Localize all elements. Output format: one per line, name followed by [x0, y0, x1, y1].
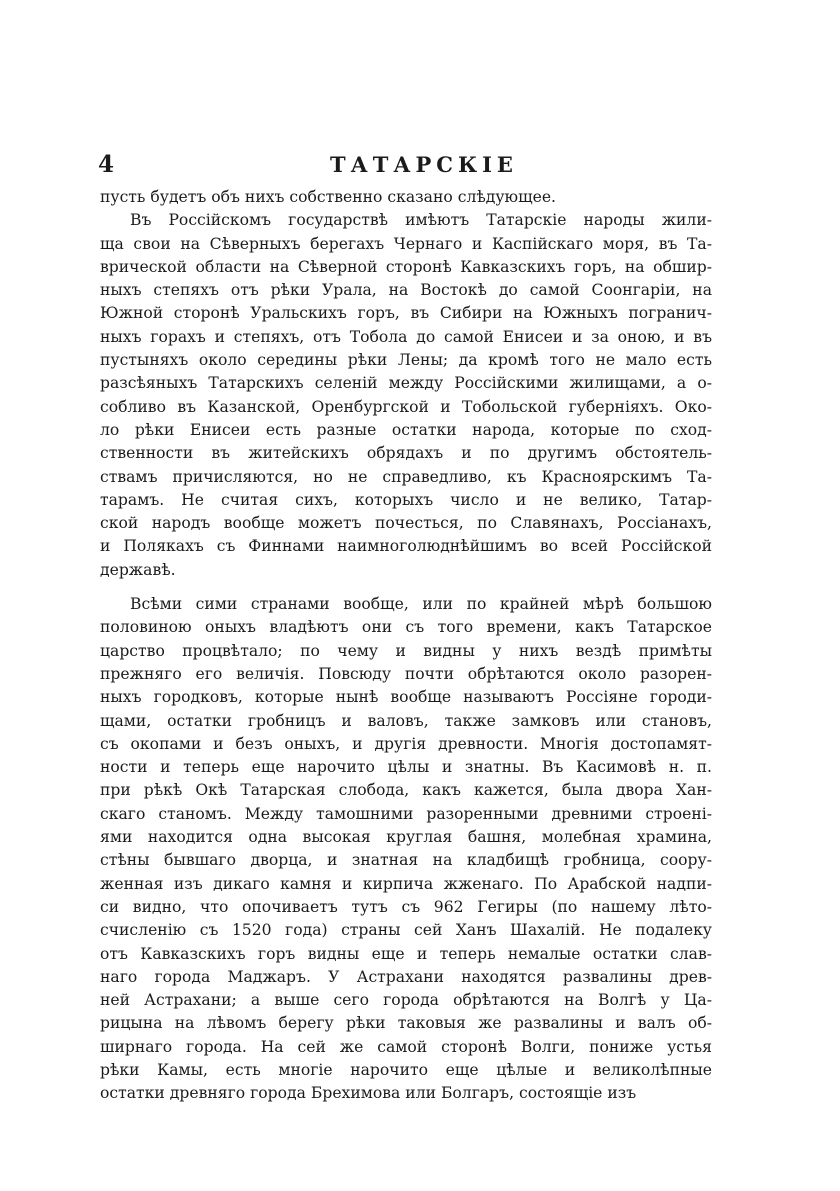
text-line: царство процвѣтало; по чему и видны у нихъ вездѣ примѣты — [100, 641, 712, 660]
text-line: ло рѣки Енисеи есть разные остатки народа, которые по сход- — [100, 420, 712, 439]
text-line: разсѣяныхъ Татарскихъ селенiй между Россiйскими жилищами, а о- — [100, 374, 712, 393]
text-line: половиною оныхъ владѣютъ они съ того времени, какъ Татарское — [100, 618, 712, 637]
text-line: ствамъ причисляются, но не справедливо, къ Красноярскимъ Та- — [100, 467, 712, 486]
text-line: ней Астрахани; а выше сего города обрѣтаются на Волгѣ у Ца- — [100, 991, 712, 1010]
page-header — [0, 150, 840, 180]
text-line: ща свои на Сѣверныхъ берегахъ Чернаго и Каспiйскаго моря, въ Та- — [100, 234, 712, 253]
text-line: ности и теперь еще нарочито цѣлы и знатны. Въ Касимовѣ н. п. — [100, 758, 712, 777]
text-line: наго города Маджаръ. У Астрахани находятся развалины древ- — [100, 967, 712, 986]
text-line: прежняго его величiя. Повсюду почти обрѣтаются около разорен- — [100, 664, 712, 683]
text-line: тарамъ. Не считая сихъ, которыхъ число и не велико, Татар- — [100, 490, 712, 509]
text-line: стѣны бывшаго дворца, и знатная на кладбищѣ гробница, соору- — [100, 851, 712, 870]
text-line: пусть будетъ объ нихъ собственно сказано слѣдующее. — [100, 188, 557, 206]
text-line: остатки древняго города Брехимова или Болгаръ, состоящiе изъ — [100, 1084, 637, 1103]
text-line: счисленiю съ 1520 года) страны сей Ханъ Шахалiй. Не подалеку — [100, 921, 712, 940]
body-text — [100, 186, 712, 1106]
text-line: Всѣми сими странами вообще, или по крайней мѣрѣ большою — [130, 595, 712, 614]
text-line: ныхъ степяхъ отъ рѣки Урала, на Востокѣ до самой Соонгарiи, на — [100, 281, 712, 300]
text-line: пустыняхъ около середины рѣки Лены; да кромѣ того не мало есть — [100, 351, 712, 370]
text-line: рѣки Камы, есть многiе нарочито еще цѣлые и великолѣпные — [100, 1060, 712, 1079]
text-line: ской народъ вообще можетъ почесться, по Славянахъ, Россiанахъ, — [100, 514, 712, 533]
text-line: си видно, что опочиваетъ тутъ съ 962 Гегиры (по нашему лѣто- — [100, 897, 712, 916]
text-line: скаго станомъ. Между тамошними разоренными древними строенi- — [100, 804, 712, 823]
text-line: рицына на лѣвомъ берегу рѣки таковыя же развалины и валъ об- — [100, 1014, 712, 1033]
text-line: щами, остатки гробницъ и валовъ, также замковъ или становъ, — [100, 711, 712, 730]
text-line: съ окопами и безъ оныхъ, и другiя древности. Многiя достопамят- — [100, 734, 712, 753]
text-line: ныхъ горахъ и степяхъ, отъ Тобола до самой Енисеи и за оною, и въ — [100, 327, 712, 346]
text-line: державѣ. — [100, 560, 176, 579]
text-line: ями находится одна высокая круглая башня, молебная храмина, — [100, 828, 712, 847]
text-line: ственности въ житейскихъ обрядахъ и по другимъ обстоятель- — [100, 444, 712, 463]
text-line: Въ Россiйскомъ государствѣ имѣютъ Татарскiе народы жили- — [130, 211, 712, 230]
paragraph-gap — [100, 582, 712, 593]
text-line: женная изъ дикаго камня и кирпича жженаго. По Арабской надпи- — [100, 874, 712, 893]
text-line: и Полякахъ съ Финнами наимноголюднѣйшимъ во всей Россiйской — [100, 537, 712, 556]
text-line: ныхъ городковъ, которые нынѣ вообще называютъ Россiяне городи- — [100, 688, 712, 707]
page-number: 4 — [98, 151, 115, 178]
text-line: отъ Кавказскихъ горъ видны еще и теперь немалые остатки слав- — [100, 944, 712, 963]
running-title: ТАТАРСКIЕ — [330, 152, 518, 177]
text-line: ширнаго города. На сей же самой сторонѣ Волги, пониже устья — [100, 1037, 712, 1056]
text-line: Южной сторонѣ Уральскихъ горъ, въ Сибири на Южныхъ погранич- — [100, 304, 712, 323]
text-line: при рѣкѣ Окѣ Татарская слобода, какъ кажется, была двора Хан- — [100, 781, 712, 800]
text-line: врической области на Сѣверной сторонѣ Кавказскихъ горъ, на обшир- — [100, 257, 712, 276]
text-line: собливо въ Казанской, Оренбургской и Тобольской губернiяхъ. Око- — [100, 397, 712, 416]
